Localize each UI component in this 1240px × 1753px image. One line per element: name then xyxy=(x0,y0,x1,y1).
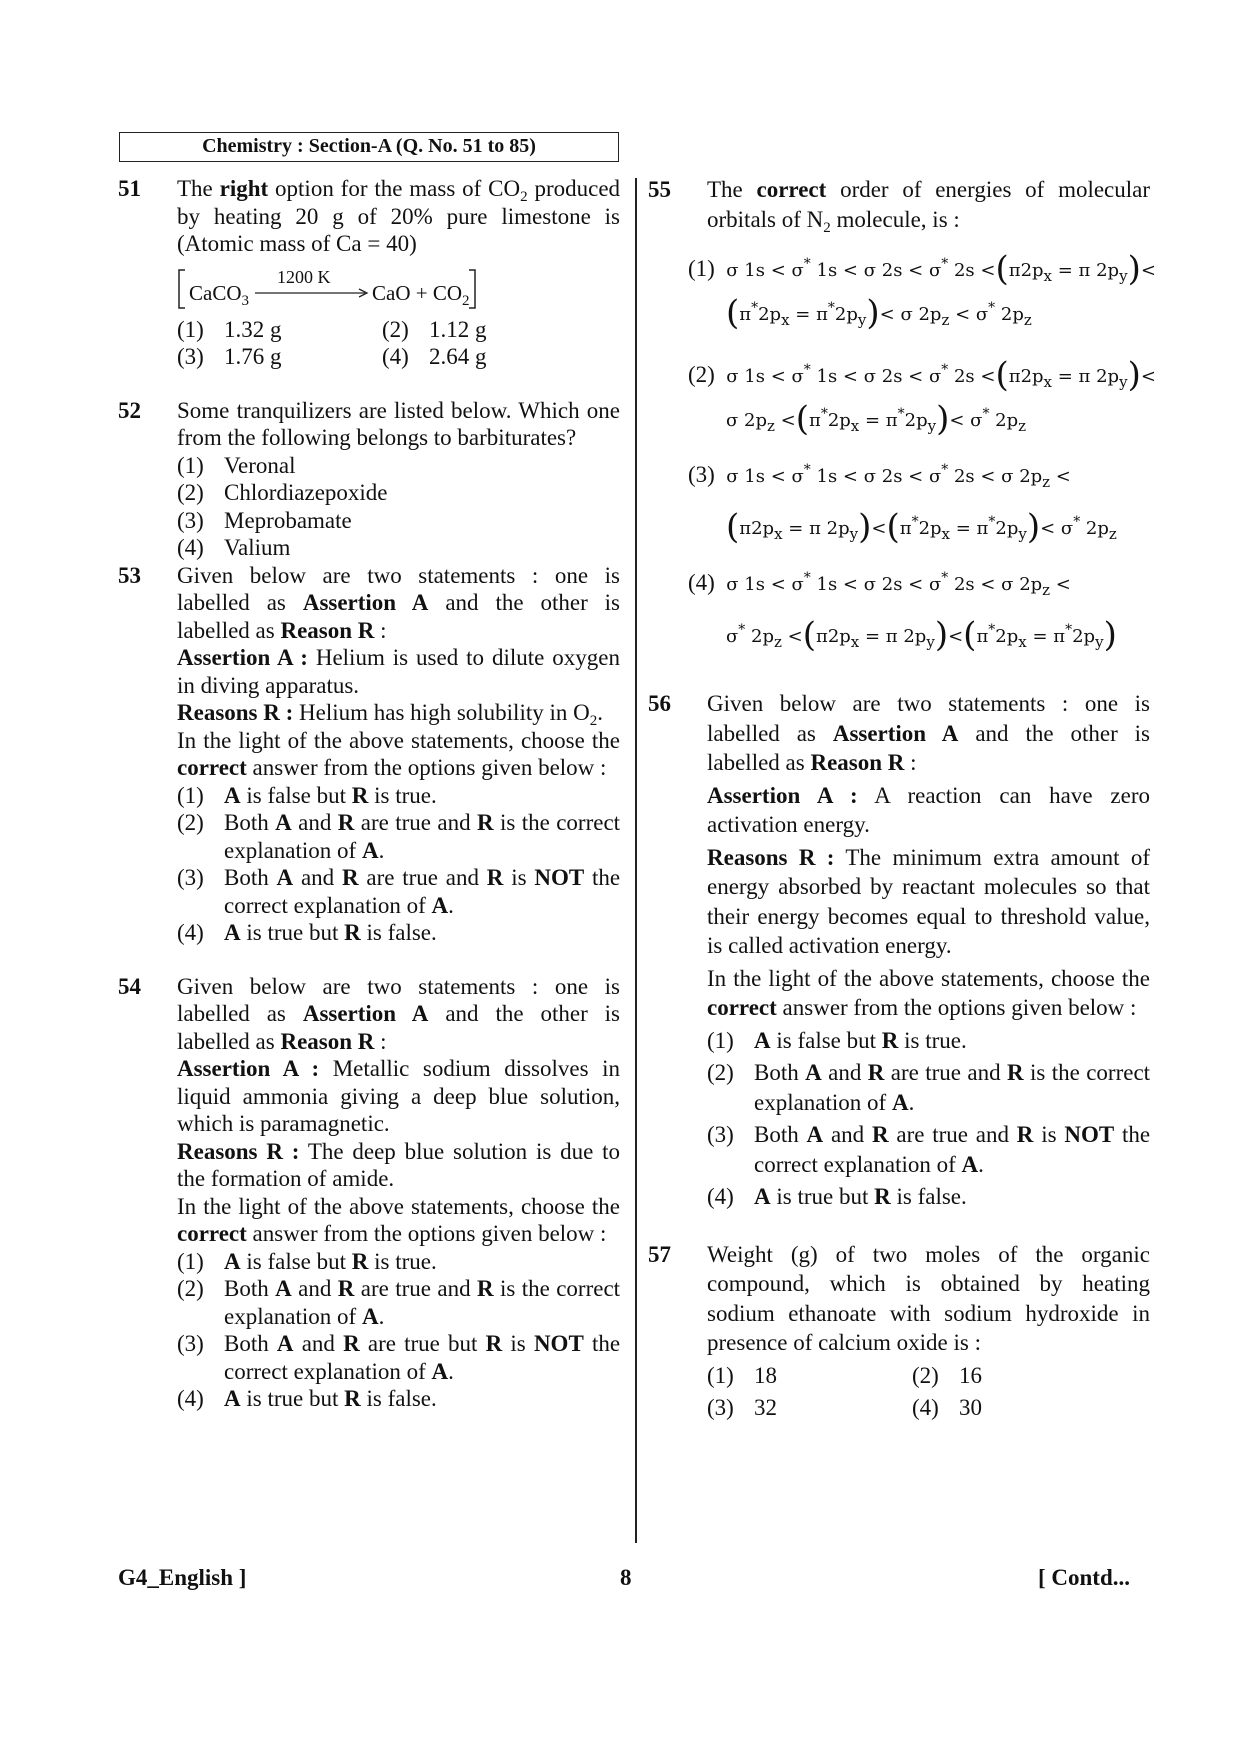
option-4[interactable]: (4) A is true but R is false. xyxy=(177,920,437,945)
products: CaO + $CO_2$ xyxy=(372,280,470,309)
question-55 xyxy=(648,175,1150,235)
option-3-line-2: ($\pi 2p_x = \pi$ $2p_y)<(\pi^*2p_x = \pi^*2p_y)< \sigma^*$ $2p_z$ xyxy=(726,507,1117,547)
assertion: Assertion A : A reaction can have zero activation energy. xyxy=(707,782,1151,837)
option-2[interactable]: (2) σ 1s < σ* 1s < σ 2s < σ* $2s <(\pi 2p_x = \pi$ $2p_y)<$ xyxy=(688,355,1156,395)
option-3[interactable]: (3) 1.76 g xyxy=(177,344,282,369)
options xyxy=(177,316,620,371)
option-3[interactable]: (3) Both A and R are true and R is NOT the correct explanation of A. xyxy=(707,1122,1151,1177)
question-53 xyxy=(118,562,620,947)
reactant: CaCO$_3$ xyxy=(189,280,249,309)
options xyxy=(707,1361,1150,1423)
right-column xyxy=(648,175,1156,1423)
option-4[interactable]: (4) Valium xyxy=(177,535,291,560)
mo-options xyxy=(688,247,1156,657)
question-56 xyxy=(648,689,1150,1212)
choose-instruction: In the light of the above statements, choose the correct answer from the options given below : xyxy=(177,727,620,780)
option-1[interactable]: (1) σ 1s < σ* 1s < σ 2s < σ* $2s <(\pi 2p_x = \pi$ $2p_y)<$ xyxy=(688,249,1156,289)
option-3[interactable]: (3) 32 xyxy=(707,1395,777,1420)
footer-continued: [ Contd... xyxy=(1038,1565,1131,1590)
choose-instruction: In the light of the above statements, choose the correct answer from the options given below : xyxy=(177,1193,620,1246)
question-51 xyxy=(118,175,620,371)
option-4[interactable]: (4) σ 1s < σ* 1s < σ 2s < σ* 2s < σ $2p_z$ < xyxy=(688,570,1071,599)
section-title: Chemistry : Section-A (Q. No. 51 to 85) xyxy=(119,132,619,162)
column-divider xyxy=(635,178,637,1543)
question-text: Some tranquilizers are listed below. Which one from the following belongs to barbiturates? xyxy=(177,397,620,450)
choose-instruction: In the light of the above statements, choose the correct answer from the options given below : xyxy=(707,965,1150,1020)
option-2[interactable]: (2) Both A and R are true and R is the correct explanation of A. xyxy=(177,1276,621,1329)
option-1[interactable]: (1) 1.32 g xyxy=(177,316,282,342)
option-1[interactable]: (1) A is false but R is true. xyxy=(177,782,437,808)
option-3[interactable]: (3) Both A and R are true but R is NOT the correct explanation of A. xyxy=(177,1331,621,1384)
question-text: The correct order of energies of molecular orbitals of $N_2$ molecule, is : xyxy=(707,177,1151,236)
option-1[interactable]: (1) A is false but R is true. xyxy=(707,1027,967,1053)
option-1[interactable]: (1) 18 xyxy=(707,1362,777,1388)
assertion: Assertion A : Helium is used to dilute oxygen in diving apparatus. xyxy=(177,645,621,698)
question-number: 54 xyxy=(118,973,141,999)
option-3[interactable]: (3) σ 1s < σ* 1s < σ 2s < σ* 2s < σ $2p_z$ < xyxy=(688,462,1071,491)
reason: Reasons R : The deep blue solution is due to the formation of amide. xyxy=(177,1138,621,1191)
option-2[interactable]: (2) Both A and R are true and R is the correct explanation of A. xyxy=(707,1060,1151,1115)
question-number: 57 xyxy=(648,1241,671,1267)
question-text: Weight (g) of two moles of the organic compound, which is obtained by heating sodium ethanoate with sodium hydroxide in presence of calcium oxide is : xyxy=(707,1241,1150,1355)
question-intro: Given below are two statements : one is labelled as Assertion A and the other is labelled as Reason R : xyxy=(707,691,1151,775)
footer-paper-code: G4_English ] xyxy=(118,1565,247,1590)
left-column xyxy=(118,175,620,1413)
option-1[interactable]: (1) A is false but R is true. xyxy=(177,1248,437,1274)
option-2[interactable]: (2) Both A and R are true and R is the correct explanation of A. xyxy=(177,810,621,863)
option-2[interactable]: (2) 1.12 g xyxy=(382,316,487,342)
option-4[interactable]: (4) 30 xyxy=(912,1395,982,1420)
question-intro: Given below are two statements : one is labelled as Assertion A and the other is labelled as Reason R : xyxy=(177,973,621,1054)
option-1[interactable]: (1) Veronal xyxy=(177,452,296,478)
question-52 xyxy=(118,397,620,562)
option-2[interactable]: (2) Chlordiazepoxide xyxy=(177,480,388,505)
option-4-line-2: σ* $2p_z <(\pi 2p_x = \pi$ $2p_y)<(\pi^*2p_x = \pi^*2p_y)$ xyxy=(726,615,1117,655)
question-number: 53 xyxy=(118,562,141,588)
question-54 xyxy=(118,973,620,1413)
question-intro: Given below are two statements : one is labelled as Assertion A and the other is labelled as Reason R : xyxy=(177,562,621,643)
option-1-line-2: $(\pi^*2p_x = \pi^*2p_y)< \sigma$ $2p_z < \sigma^*$ $2p_z$ xyxy=(726,293,1032,333)
option-2[interactable]: (2) 16 xyxy=(912,1362,982,1388)
option-4[interactable]: (4) A is true but R is false. xyxy=(177,1386,437,1411)
option-2-line-2: σ $2p_z <(\pi^*2p_x = \pi^*2p_y)< \sigma^*$ $2p_z$ xyxy=(726,399,1027,439)
assertion: Assertion A : Metallic sodium dissolves in liquid ammonia giving a deep blue solution, which is paramagnetic. xyxy=(177,1056,621,1136)
footer-page-number: 8 xyxy=(620,1565,632,1590)
option-3[interactable]: (3) Meprobamate xyxy=(177,507,352,533)
reaction-equation xyxy=(177,266,620,310)
question-57 xyxy=(648,1240,1150,1423)
option-4[interactable]: (4) A is true but R is false. xyxy=(707,1184,967,1209)
reason: Reasons R : The minimum extra amount of energy absorbed by reactant molecules so that their energy becomes equal to threshold value, is called activation energy. xyxy=(707,844,1150,958)
question-number: 56 xyxy=(648,691,671,716)
option-4[interactable]: (4) 2.64 g xyxy=(382,344,487,369)
reaction-condition: 1200 K xyxy=(277,266,331,287)
question-text: The right option for the mass of $CO_2$ produced by heating 20 g of 20% pure limestone is (Atomic mass of Ca = 40) xyxy=(177,176,621,256)
question-number: 55 xyxy=(648,177,671,202)
question-number: 52 xyxy=(118,397,141,423)
option-3[interactable]: (3) Both A and R are true and R is NOT the correct explanation of A. xyxy=(177,865,621,918)
question-number: 51 xyxy=(118,176,141,201)
reason: Reasons R : Helium has high solubility in $O_2$. xyxy=(177,700,603,729)
